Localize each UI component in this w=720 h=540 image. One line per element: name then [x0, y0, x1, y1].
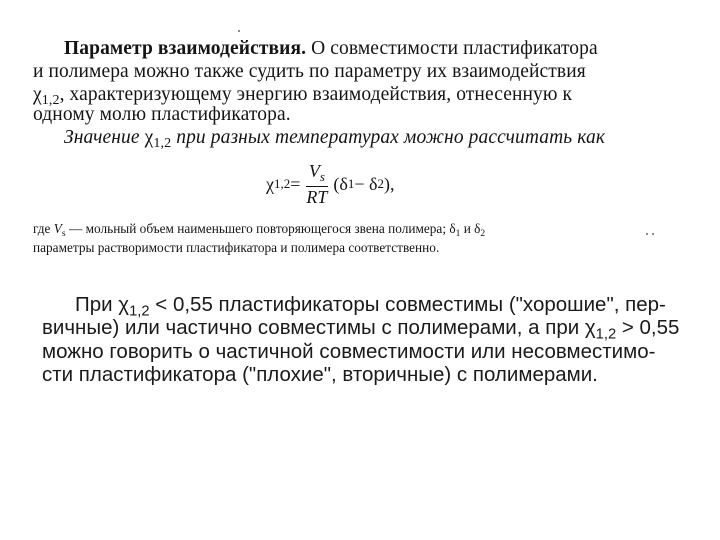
note-v-sub: s — [61, 227, 66, 239]
section-heading: Параметр взаимодействия. — [64, 38, 307, 59]
chi-symbol: χ — [118, 293, 130, 316]
scan-speck — [238, 30, 240, 32]
para1-line3-text: , характеризующему энергию взаимодействия, отнесенную к — [59, 84, 573, 105]
para3-line2-a: вичные) или частично совместимы с полимерами, а при — [42, 316, 585, 339]
scan-speck — [646, 233, 648, 235]
para3-line2 — [42, 316, 679, 342]
chi-subscript: 1,2 — [595, 326, 617, 343]
formula-minus: − δ — [354, 173, 378, 194]
para1-line5-a: Значение — [64, 127, 145, 148]
chi-subscript: 1,2 — [41, 92, 60, 109]
formula-d2-sub: 2 — [377, 176, 384, 191]
scan-speck — [652, 233, 654, 235]
formula-numerator — [306, 161, 328, 188]
para3-line4: сти пластификатора ("плохие", вторичные) с полимерами. — [42, 363, 598, 386]
numerator-sub: s — [319, 168, 325, 184]
para3-line3: можно говорить о частичной совместимости или несовместимо- — [42, 340, 656, 363]
para1-line1-text: О совместимости пластификатора — [306, 38, 598, 59]
chi-symbol: χ — [584, 316, 596, 339]
chi-subscript: 1,2 — [153, 135, 172, 152]
chi-symbol: χ — [144, 127, 154, 148]
formula-paren-close: ), — [383, 173, 395, 194]
numerator-v: V — [308, 160, 320, 181]
formula-equals: = — [290, 173, 301, 194]
para3-line1-b: < 0,55 пластификаторы совместимы ("хорошие", пер- — [149, 293, 666, 316]
note-line2: параметры растворимости пластификатора и полимера соответственно. — [33, 240, 440, 255]
para3-line1-a: При — [75, 293, 119, 316]
formula-lhs-sub: 1,2 — [274, 176, 291, 191]
note-line1 — [33, 221, 485, 239]
para1-line1 — [64, 38, 598, 60]
para1-line5 — [64, 127, 605, 152]
formula-denominator: RT — [306, 187, 328, 208]
chi-symbol: χ — [33, 84, 42, 105]
note-text-b: — мольный объем наименьшего повторяющегося звена полимера; δ — [65, 221, 456, 236]
formula-lhs: χ — [266, 173, 274, 194]
note-s2: 2 — [480, 227, 486, 239]
note-where: где — [33, 221, 54, 236]
note-v: V — [53, 221, 62, 236]
para1-line5-b: при разных температурах можно рассчитать как — [171, 127, 606, 148]
para3-line2-b: > 0,55 — [616, 316, 680, 339]
chi-subscript: 1,2 — [129, 303, 150, 320]
note-s1: 1 — [455, 227, 461, 239]
formula-d1-sub: 1 — [347, 176, 355, 191]
chi-formula — [266, 160, 394, 208]
formula-paren-open: (δ — [333, 173, 348, 194]
para1-line4: одному молю пластификатора. — [33, 104, 291, 125]
note-text-c: и δ — [460, 221, 481, 236]
formula-fraction — [303, 161, 330, 208]
para1-line2: и полимера можно также судить по параметру их взаимодействия — [33, 61, 586, 82]
